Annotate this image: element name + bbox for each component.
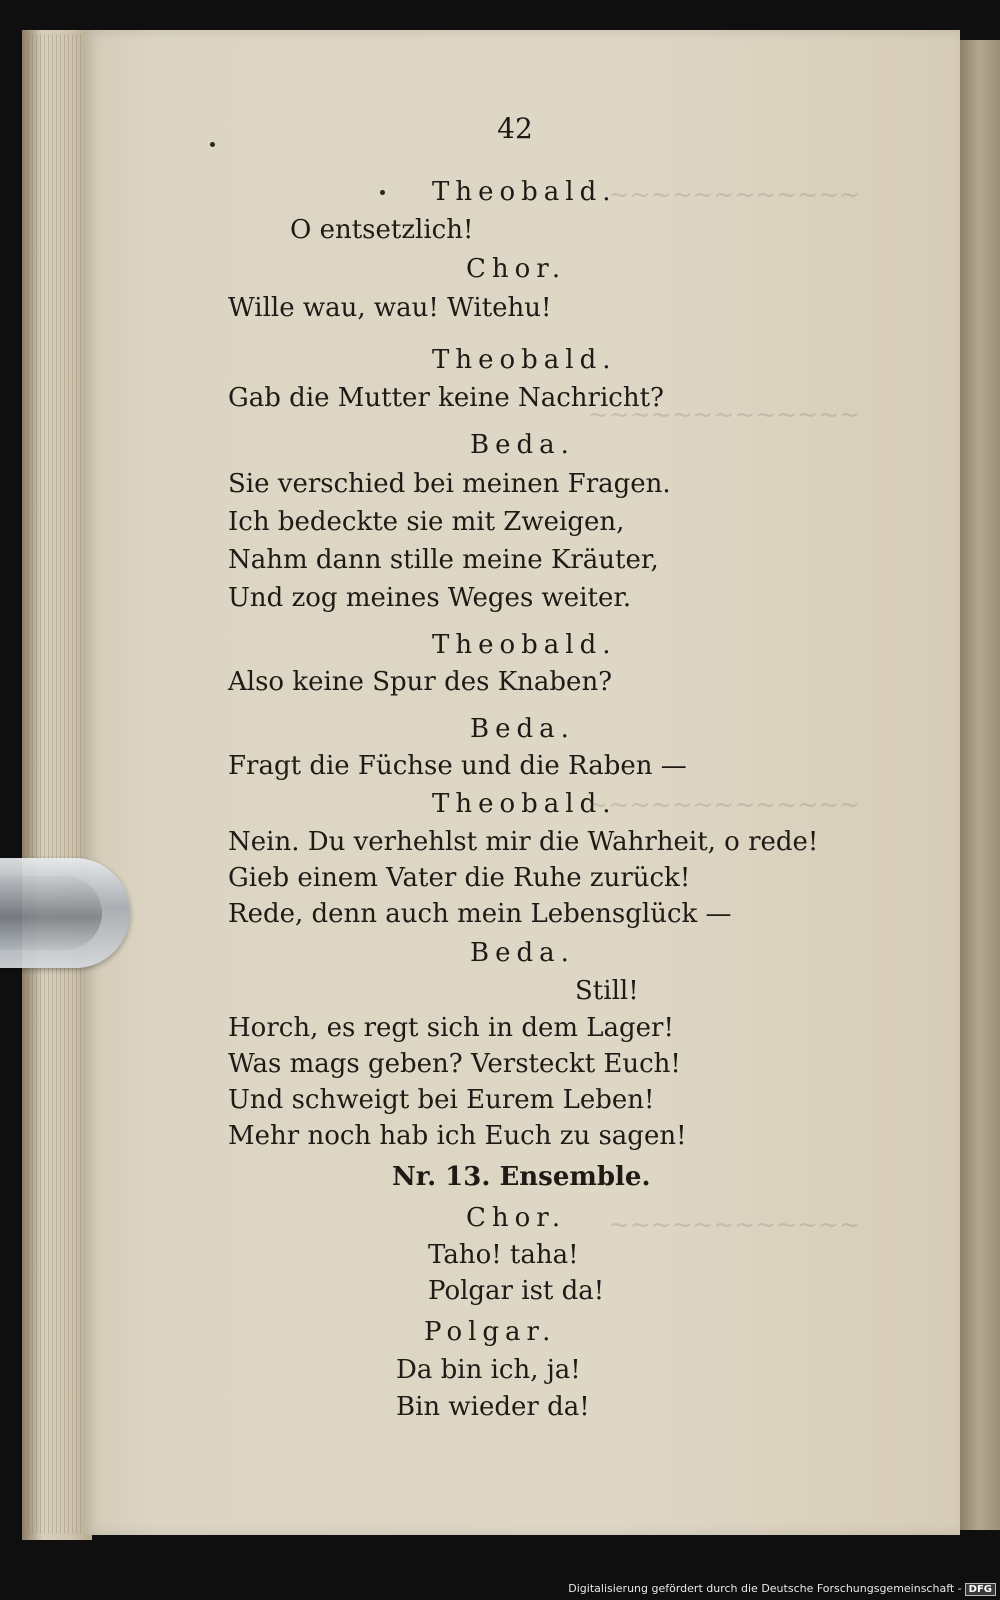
section-heading: Nr. 13. Ensemble.: [392, 1162, 651, 1192]
credit-text: Digitalisierung gefördert durch die Deutsche Forschungsgemeinschaft -: [568, 1582, 962, 1595]
verse-line: Ich bedeckte sie mit Zweigen,: [228, 507, 625, 537]
verse-line: Gab die Mutter keine Nachricht?: [228, 383, 664, 413]
speaker-name: Polgar.: [424, 1317, 557, 1347]
show-through-text: ~~~~~~~~~~~~~: [587, 790, 860, 819]
page-holding-clip: [0, 858, 130, 968]
verse-line: Still!: [575, 976, 639, 1006]
digitization-credit: [568, 1582, 996, 1596]
speaker-name: Beda.: [470, 430, 575, 460]
verse-line: Wille wau, wau! Witehu!: [228, 293, 552, 323]
speaker-name: Chor.: [466, 254, 567, 284]
verse-line: Was mags geben? Versteckt Euch!: [228, 1049, 681, 1079]
show-through-text: ~~~~~~~~~~~~~: [587, 400, 860, 429]
verse-line: Und schweigt bei Eurem Leben!: [228, 1085, 655, 1115]
verse-line: Nein. Du verhehlst mir die Wahrheit, o rede!: [228, 827, 819, 857]
page-edge-texture: [28, 34, 84, 1534]
verse-line: Da bin ich, ja!: [396, 1355, 581, 1385]
verse-line: Bin wieder da!: [396, 1392, 590, 1422]
ink-speck: [210, 142, 215, 147]
verse-line: Also keine Spur des Knaben?: [228, 667, 613, 697]
verse-line: Mehr noch hab ich Euch zu sagen!: [228, 1121, 687, 1151]
verse-line: Polgar ist da!: [428, 1276, 605, 1306]
page-number: 42: [497, 112, 533, 145]
show-through-text: ~~~~~~~~~~~~: [608, 180, 860, 209]
clip-reflection: [0, 876, 102, 950]
verse-line: Horch, es regt sich in dem Lager!: [228, 1013, 674, 1043]
speaker-name: Chor.: [466, 1203, 567, 1233]
verse-line: Sie verschied bei meinen Fragen.: [228, 469, 671, 499]
speaker-name: Theobald.: [432, 789, 617, 819]
speaker-name: Theobald.: [432, 345, 617, 375]
verse-line: Und zog meines Weges weiter.: [228, 583, 632, 613]
speaker-name: Beda.: [470, 938, 575, 968]
verse-line: Gieb einem Vater die Ruhe zurück!: [228, 863, 691, 893]
facing-page-edge: [958, 40, 1000, 1530]
dfg-logo: DFG: [965, 1583, 996, 1596]
verse-line: Rede, denn auch mein Lebensglück —: [228, 899, 732, 929]
speaker-name: Theobald.: [432, 630, 617, 660]
verse-line: Nahm dann stille meine Kräuter,: [228, 545, 659, 575]
show-through-text: ~~~~~~~~~~~~: [608, 1210, 860, 1239]
verse-line: Taho! taha!: [428, 1240, 579, 1270]
ink-speck: [380, 190, 385, 195]
verse-line: O entsetzlich!: [290, 215, 474, 245]
speaker-name: Theobald.: [432, 177, 617, 207]
verse-line: Fragt die Füchse und die Raben —: [228, 751, 687, 781]
speaker-name: Beda.: [470, 714, 575, 744]
